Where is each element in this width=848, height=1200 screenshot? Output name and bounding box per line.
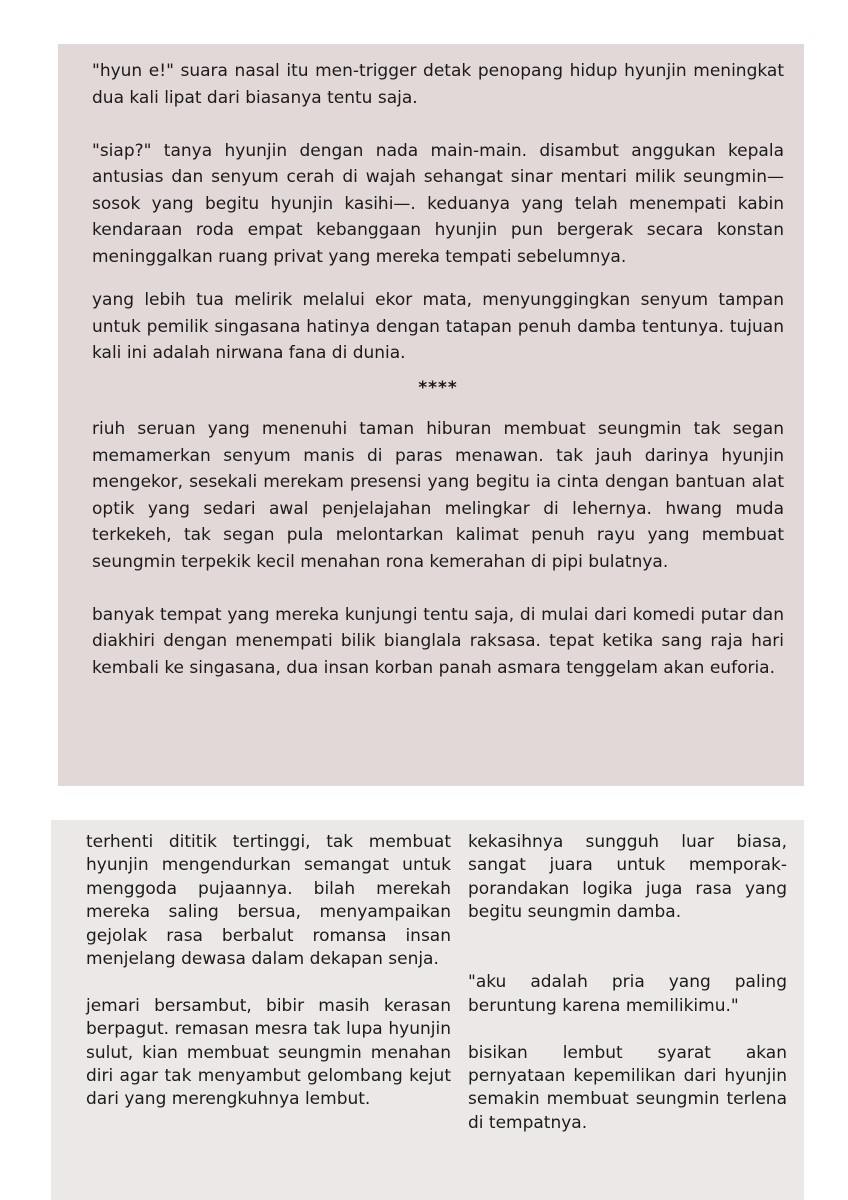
left-column [86, 831, 451, 1112]
paragraph-spacer [92, 575, 784, 602]
top-story-text [92, 58, 784, 681]
paragraph-jemari: jemari bersambut, bibir masih kerasan berpagut. remasan mesra tak lupa hyunjin sulut, kian membuat seungmin menahan diri agar tak menyambut gelombang kejut dari yang merengkuhnya lembut. [86, 995, 451, 1110]
paragraph-bisikan: bisikan lembut syarat akan pernyataan kepemilikan dari hyunjin semakin membuat seungmin terlena di tempatnya. [468, 1042, 787, 1133]
paragraph-banyak-tempat: banyak tempat yang mereka kunjungi tentu saja, di mulai dari komedi putar dan diakhiri dengan menempati bilik bianglala raksasa. tepat ketika sang raja hari kembali ke singasana, dua insan korban panah asmara tenggelam akan euforia. [92, 604, 784, 678]
paragraph-spacer [92, 270, 784, 287]
paragraph-quote: "aku adalah pria yang paling beruntung karena memilikimu." [468, 972, 787, 1016]
paragraph-spacer [86, 971, 451, 994]
paragraph-hyun-e: "hyun e!" suara nasal itu men-trigger detak penopang hidup hyunjin meningkat dua kali lipat dari biasanya tentu saja. [92, 61, 784, 108]
paragraph-kekasihnya: kekasihnya sungguh luar biasa, sangat juara untuk memporak-porandakan logika juga rasa yang begitu seungmin damba. [468, 832, 787, 923]
paragraph-riuh-seruan: riuh seruan yang menenuhi taman hiburan membuat seungmin tak segan memamerkan senyum manis di paras menawan. tak jauh darinya hyunjin mengekor, sesekali merekam presensi yang begitu ia cinta dengan bantuan alat optik yang sedari awal penjelajahan melingkar di lehernya. hwang muda terkekeh, tak segan pula melontarkan kalimat penuh rayu yang membuat seungmin terpekik kecil menahan rona kemerahan di pipi bulatnya. [92, 419, 784, 572]
paragraph-spacer [92, 111, 784, 138]
paragraph-terhenti: terhenti dititik tertinggi, tak membuat hyunjin mengendurkan semangat untuk menggoda pujaannya. bilah merekah mereka saling bersua, menyampaikan gejolak rasa berbalut romansa insan menjelang dewasa dalam dekapan senja. [86, 832, 451, 970]
paragraph-spacer [468, 1018, 787, 1041]
paragraph-spacer [468, 925, 787, 972]
scene-separator: **** [418, 377, 458, 398]
right-column [468, 831, 787, 1135]
paragraph-siap: "siap?" tanya hyunjin dengan nada main-main. disambut anggukan kepala antusias dan senyum cerah di wajah sehangat sinar mentari milik seungmin—sosok yang begitu hyunjin kasihi—. keduanya yang telah menempati kabin kendaraan roda empat kebanggaan hyunjin pun bergerak secara konstan meninggalkan ruang privat yang mereka tempati sebelumnya. [92, 140, 784, 267]
paragraph-yang-lebih-tua: yang lebih tua melirik melalui ekor mata, menyunggingkan senyum tampan untuk pemilik singasana hatinya dengan tatapan penuh damba tentunya. tujuan kali ini adalah nirwana fana di dunia. [92, 290, 784, 363]
